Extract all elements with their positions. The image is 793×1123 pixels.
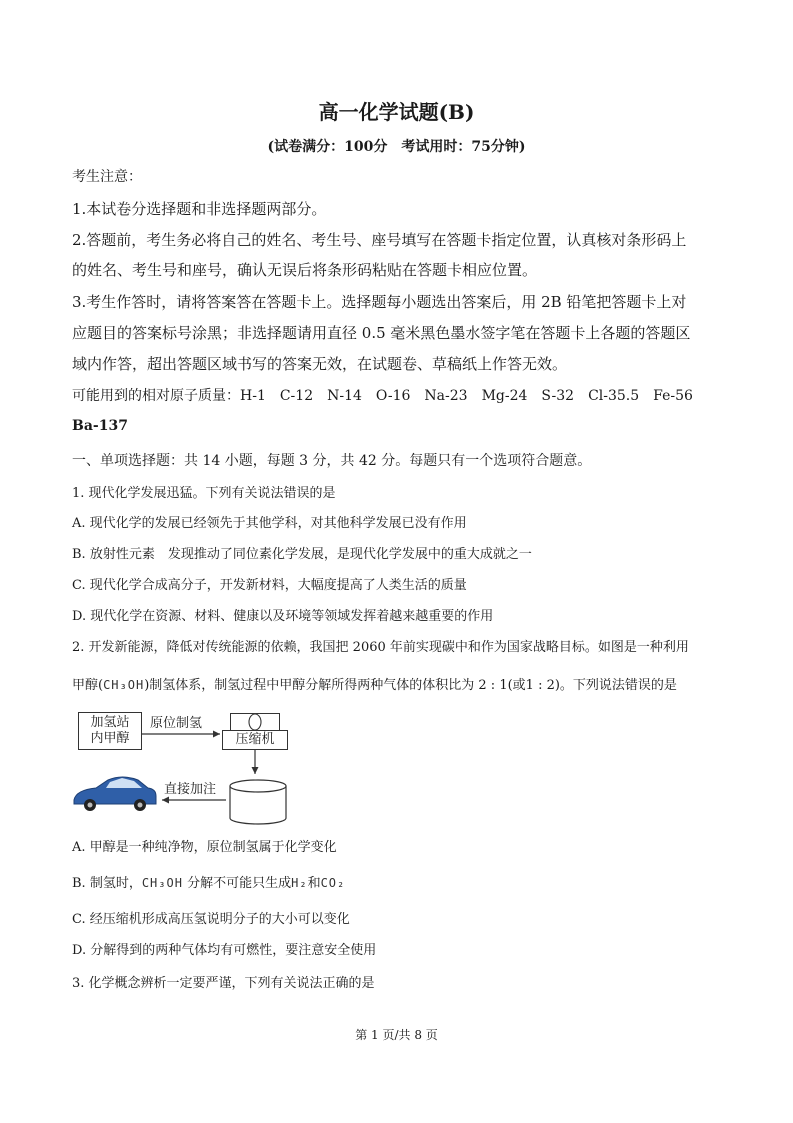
notice-item-2-line-1: 2.答题前，考生务必将自己的姓名、考生号、座号填写在答题卡指定位置，认真核对条形码上: [72, 231, 687, 249]
q2-stem-line-2-end: )制氢体系，制氢过程中甲醇分解所得两种气体的体积比为 2 : 1(或1 : 2)。下列说法错误的是: [144, 678, 677, 693]
q1-stem: 1. 现代化学发展迅猛。下列有关说法错误的是: [72, 486, 336, 501]
atomic-mass-line-2: Ba-137: [72, 418, 128, 434]
q2-option-c: C. 经压缩机形成高压氢说明分子的大小可以变化: [72, 912, 350, 927]
station-label-line-2: 内甲醇: [90, 731, 130, 746]
hydrogen-formula: H₂: [291, 876, 308, 890]
page-footer: 第 1 页/共 8 页: [355, 1028, 438, 1042]
q2-option-b-and: 和: [307, 876, 321, 891]
notice-item-3-line-3: 域内作答，超出答题区域书写的答案无效，在试题卷、草稿纸上作答无效。: [72, 355, 568, 373]
notice-heading: 考生注意：: [72, 169, 142, 185]
q3-stem: 3. 化学概念辨析一定要严谨，下列有关说法正确的是: [72, 976, 375, 991]
q2-option-a: A. 甲醇是一种纯净物，原位制氢属于化学变化: [72, 840, 337, 855]
station-label-line-1: 加氢站: [90, 715, 130, 730]
exam-info: (试卷满分：100分 考试用时：75分钟): [267, 139, 526, 155]
arrow-label-in-situ: 原位制氢: [150, 716, 203, 731]
q1-option-d: D. 现代化学在资源、材料、健康以及环境等领域发挥着越来越重要的作用: [72, 609, 494, 624]
q2-option-d: D. 分解得到的两种气体均有可燃性，要注意安全使用: [72, 943, 377, 958]
car-icon: [74, 777, 156, 811]
methanol-formula-b: CH₃OH: [141, 876, 183, 890]
compressor-gauge-icon: [249, 714, 261, 730]
notice-item-1: 1.本试卷分选择题和非选择题两部分。: [72, 200, 327, 218]
notice-item-3-line-2: 应题目的答案标号涂黑；非选择题请用直径 0.5 毫米黑色墨水签字笔在答题卡上各题的答题区: [72, 324, 691, 342]
notice-item-3-line-1: 3.考生作答时，请将答案答在答题卡上。选择题每小题选出答案后，用 2B 铅笔把答题卡上对: [72, 293, 687, 311]
q1-option-c: C. 现代化学合成高分子，开发新材料，大幅度提高了人类生活的质量: [72, 578, 467, 593]
notice-item-2-line-2: 的姓名、考生号和座号，确认无误后将条形码粘贴在答题卡相应位置。: [72, 261, 538, 279]
q2-option-b-start: B. 制氢时，: [72, 876, 142, 891]
compressor-box: 压缩机: [222, 730, 288, 750]
q2-option-b-mid: 分解不可能只生成: [187, 876, 292, 891]
tank-cylinder-icon: [230, 780, 286, 824]
q2-option-b: [72, 872, 345, 891]
co2-formula: CO₂: [320, 876, 346, 890]
atomic-mass-line-1: 可能用到的相对原子质量：H-1 C-12 N-14 O-16 Na-23 Mg-24 S-32 Cl-35.5 Fe-56: [72, 388, 693, 404]
q1-option-a: A. 现代化学的发展已经领先于其他学科，对其他科学发展已没有作用: [72, 516, 467, 531]
q2-stem-line-1: 2. 开发新能源，降低对传统能源的依赖，我国把 2060 年前实现碳中和作为国家战略目标。如图是一种利用: [72, 640, 689, 655]
arrow-label-direct-fill: 直接加注: [164, 782, 217, 797]
q1-option-b: B. 放射性元素 发现推动了同位素化学发展，是现代化学发展中的重大成就之一: [72, 547, 532, 562]
section-1-heading: 一、单项选择题：共 14 小题，每题 3 分，共 42 分。每题只有一个选项符合题意。: [72, 453, 592, 469]
page-title: 高一化学试题(B): [318, 100, 475, 124]
methanol-formula: CH₃OH: [103, 678, 145, 692]
q2-stem-line-2-start: 甲醇(: [72, 678, 104, 693]
